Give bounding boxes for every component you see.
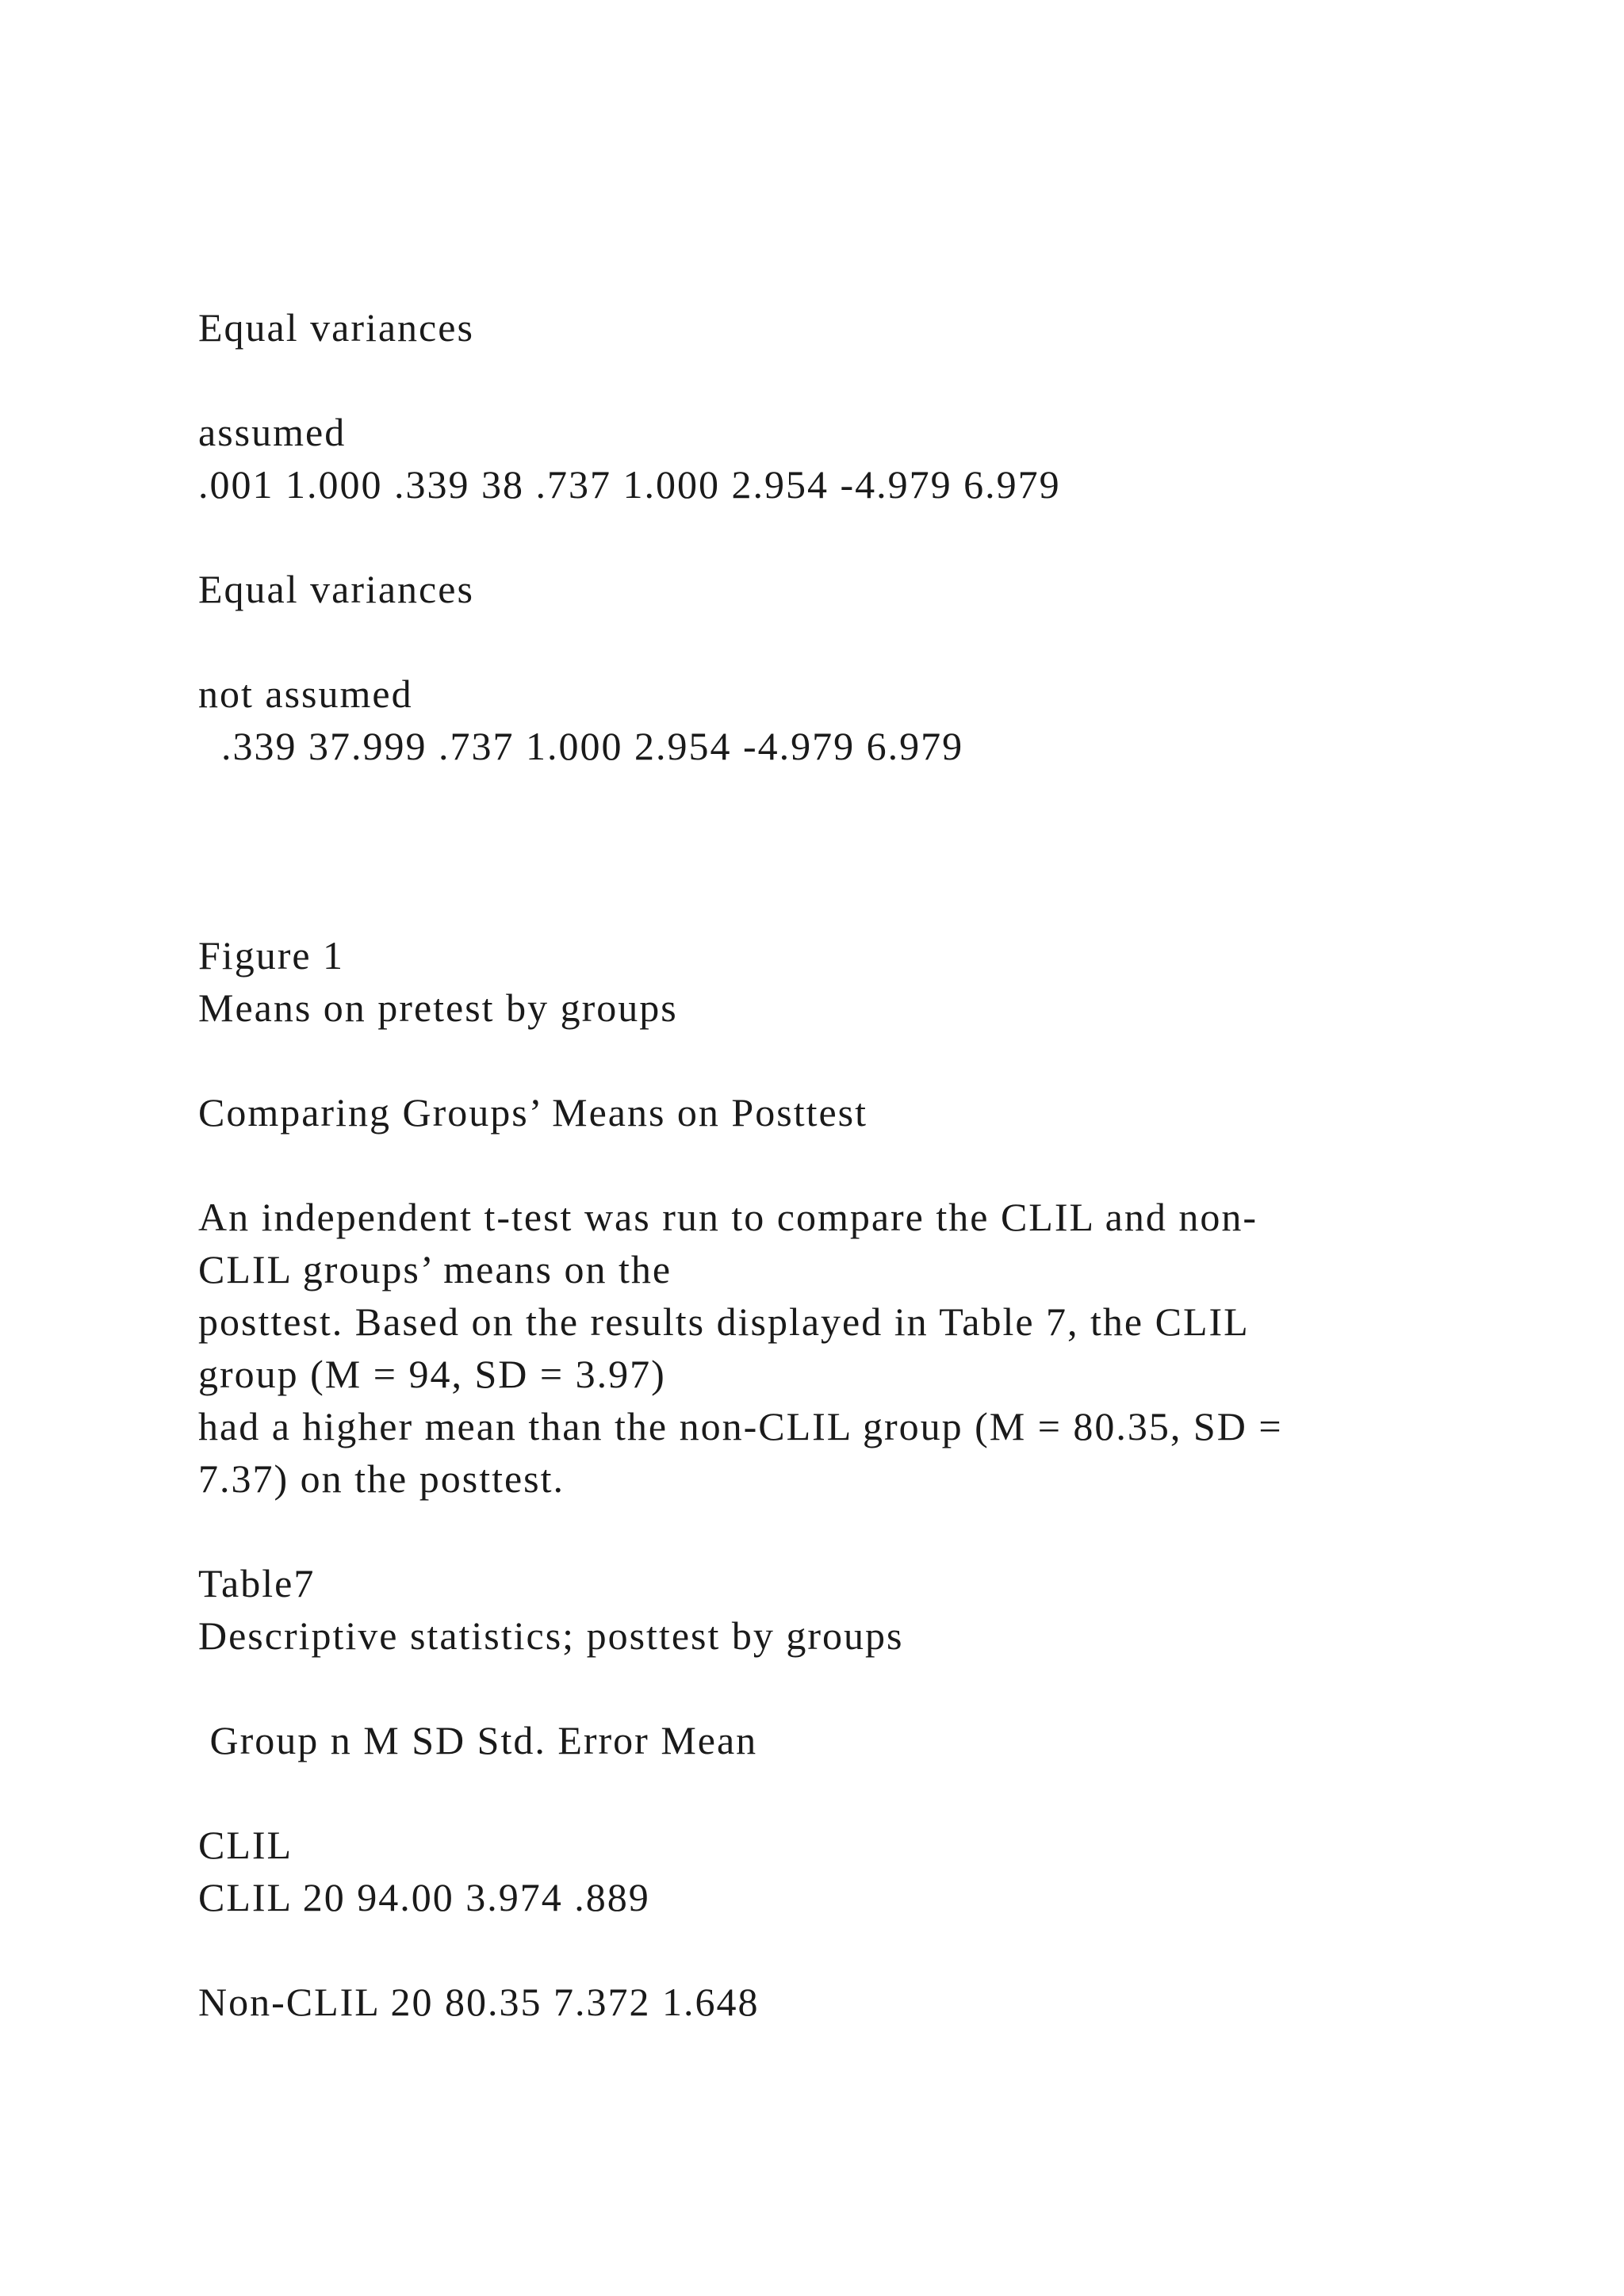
paragraph-line-4: group (M = 94, SD = 3.97): [198, 1352, 666, 1396]
table-caption: Descriptive statistics; posttest by groups: [198, 1613, 904, 1658]
table-header-row: Group n M SD Std. Error Mean: [198, 1718, 758, 1762]
paragraph-line-5: had a higher mean than the non-CLIL group (M = 80.35, SD =: [198, 1404, 1283, 1448]
table-group-label: CLIL: [198, 1823, 293, 1867]
table-row-clil: CLIL 20 94.00 3.974 .889: [198, 1875, 650, 1919]
figure-number: Figure 1: [198, 933, 345, 978]
ttest-row-values-not-assumed: .339 37.999 .737 1.000 2.954 -4.979 6.979: [198, 724, 964, 768]
paragraph-line-6: 7.37) on the posttest.: [198, 1456, 565, 1501]
paragraph-line-2: CLIL groups’ means on the: [198, 1247, 672, 1292]
ttest-row-label-assumed: assumed: [198, 410, 347, 454]
ttest-row-label-not-assumed: not assumed: [198, 672, 413, 716]
table-row-non-clil: Non-CLIL 20 80.35 7.372 1.648: [198, 1980, 760, 2024]
figure-caption: Means on pretest by groups: [198, 985, 678, 1030]
paragraph-line-3: posttest. Based on the results displayed in Table 7, the CLIL: [198, 1299, 1250, 1344]
ttest-row-values-assumed: .001 1.000 .339 38 .737 1.000 2.954 -4.979 6.979: [198, 462, 1061, 507]
table-number: Table7: [198, 1561, 316, 1605]
ttest-row-label-equal-variances-2: Equal variances: [198, 567, 474, 611]
section-heading: Comparing Groups’ Means on Posttest: [198, 1090, 868, 1135]
paragraph-line-1: An independent t-test was run to compare the CLIL and non-: [198, 1195, 1258, 1239]
ttest-row-label-equal-variances: Equal variances: [198, 305, 474, 350]
